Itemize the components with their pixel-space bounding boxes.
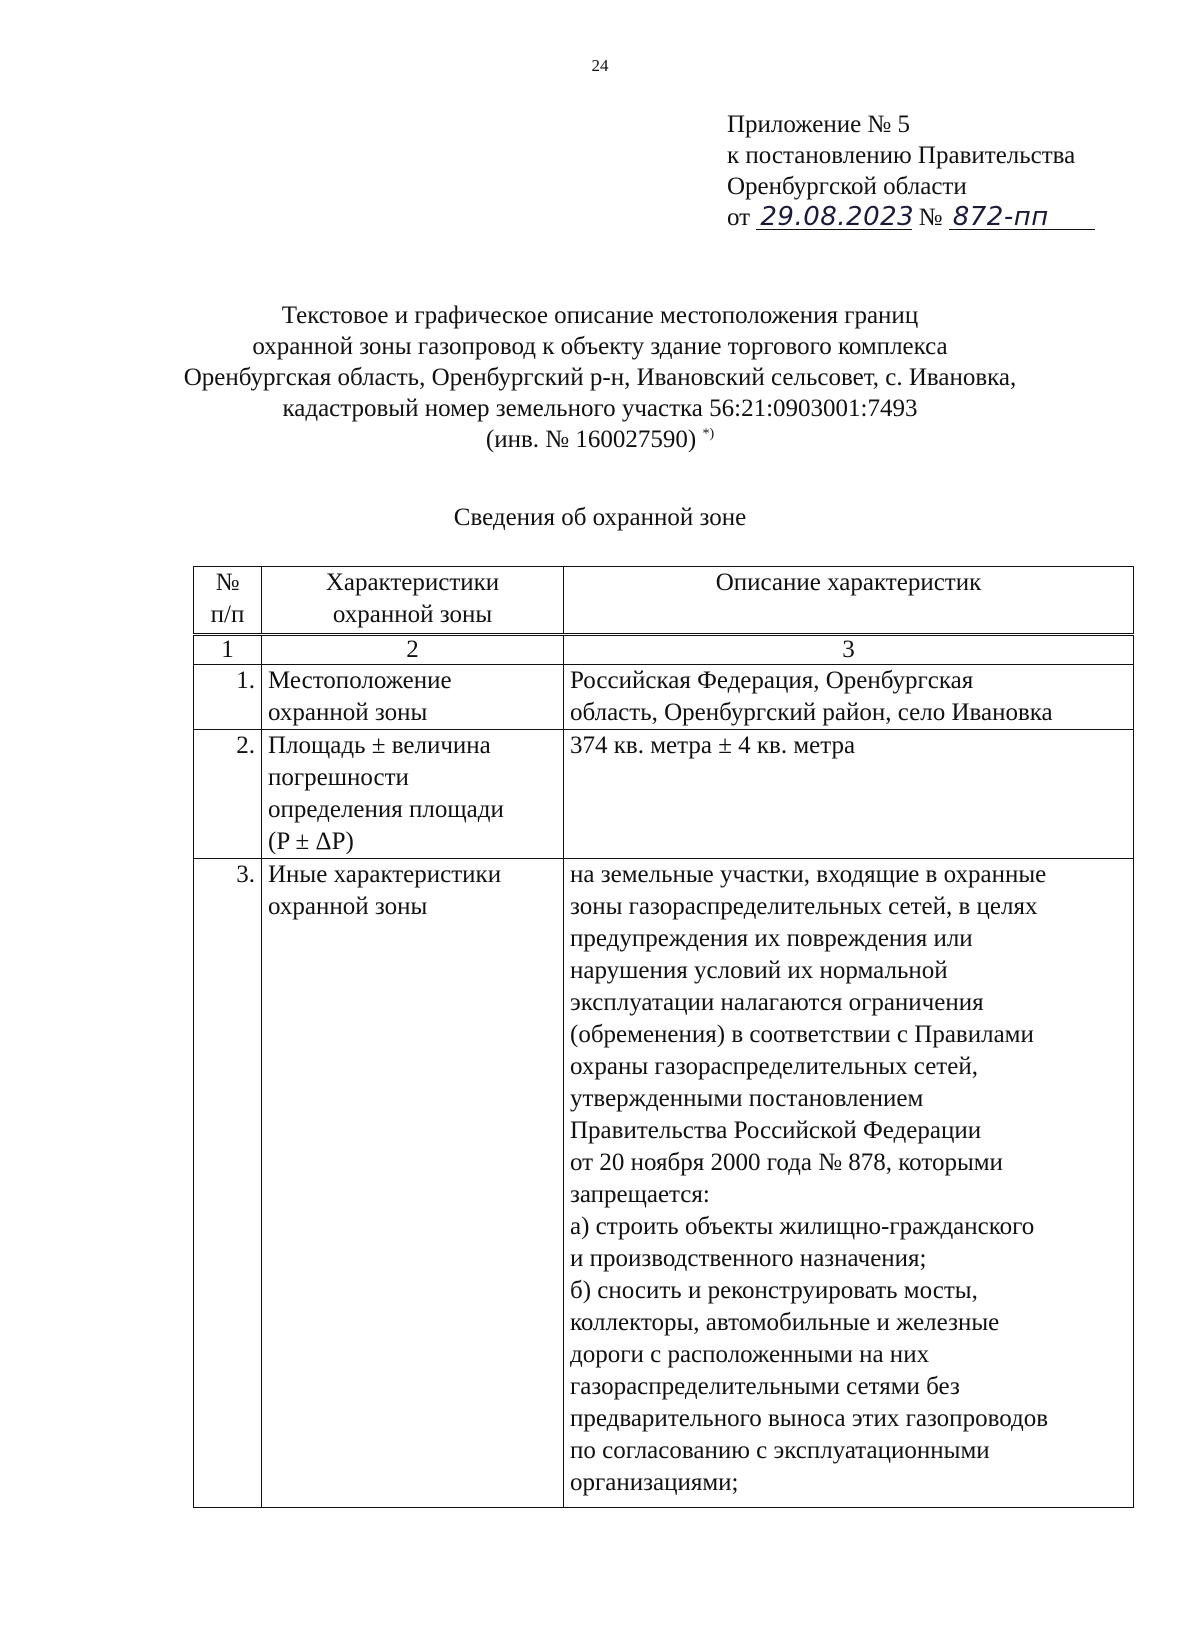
row-number: 3. [194,859,262,1508]
page-number: 24 [591,56,609,75]
row-number: 2. [194,730,262,859]
title-line-4: кадастровый номер земельного участка 56:21:0903001:7493 [282,395,918,422]
row-characteristic: Площадь ± величина погрешности определения площади (P ± ΔP) [262,730,564,859]
appendix-line-3: Оренбургской области [727,173,967,200]
row-description: Российская Федерация, Оренбургская область, Оренбургский район, село Ивановка [564,665,1134,730]
row-characteristic: Иные характеристики охранной зоны [262,859,564,1508]
document-title [0,300,1200,455]
row-description: 374 кв. метра ± 4 кв. метра [564,730,1134,859]
column-number-1: 1 [194,635,262,665]
appendix-block [727,109,1095,233]
table-header-row [194,567,1134,635]
row-characteristic: Местоположение охранной зоны [262,665,564,730]
footnote-mark: *) [702,426,715,442]
column-number-3: 3 [564,635,1134,665]
row-description: на земельные участки, входящие в охранные зоны газораспределительных сетей, в целях предупреждения их повреждения или нарушения условий их нормальной эксплуатации налагаются ограничения (обременения) в соответствии с Правилами охраны газораспределительных сетей, утвержденными постановлением Правительства Российской Федерации от 20 ноября 2000 года № 878, которыми запрещается: а) строить объекты жилищно-гражданского и производственного назначения; б) сносить и реконструировать мосты, коллекторы, автомобильные и железные дороги с расположенными на них газораспределительными сетями без предварительного выноса этих газопроводов по согласованию с эксплуатационными организациями; [564,859,1134,1508]
appendix-line-1: Приложение № 5 [727,111,911,138]
handwritten-date: 29.08.2023 [756,205,912,230]
table-row [194,730,1134,859]
table-row [194,665,1134,730]
title-line-3: Оренбургская область, Оренбургский р-н, Ивановский сельсовет, с. Ивановка, [183,364,1017,391]
handwritten-number: 872-пп [949,205,1095,230]
header-characteristics: Характеристики охранной зоны [262,567,564,635]
appendix-line-2: к постановлению Правительства [727,142,1076,169]
title-inventory-number: (инв. № 160027590) [485,426,697,453]
from-label: от [727,204,751,231]
header-number: № п/п [194,567,262,635]
column-number-row [194,635,1134,665]
row-number: 1. [194,665,262,730]
table-row [194,859,1134,1508]
column-number-2: 2 [262,635,564,665]
protection-zone-table [193,566,1134,1508]
appendix-date-line [727,202,1095,233]
title-line-5 [0,424,1200,455]
title-line-2: охранной зоны газопровод к объекту здание торгового комплекса [252,333,948,360]
title-line-1: Текстовое и графическое описание местоположения границ [281,302,919,329]
number-label: № [918,204,943,231]
section-heading: Сведения об охранной зоне [453,504,747,531]
header-description: Описание характеристик [564,567,1134,635]
